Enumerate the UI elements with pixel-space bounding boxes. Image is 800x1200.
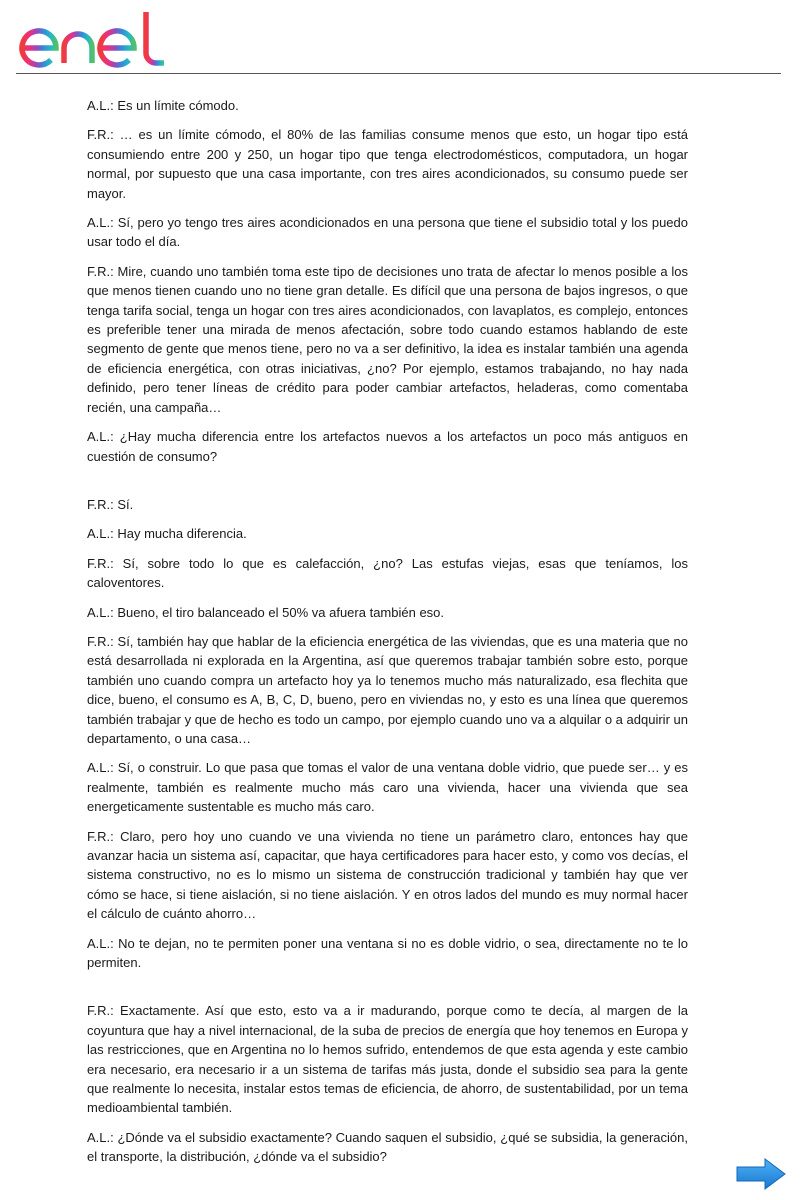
paragraph: A.L.: Sí, pero yo tengo tres aires acondicionados en una persona que tiene el subsidio total y los puedo usar todo el día. <box>87 215 688 250</box>
paragraph: F.R.: Claro, pero hoy uno cuando ve una vivienda no tiene un parámetro claro, entonces hay que avanzar hacia un sistema así, capacitar, que haya certificadores para hacer esto, y como vos decías, el sistema constructivo, no es lo mismo un sistema de construcción tradicional y también hay que ver cómo se hace, si tiene aislación, si no tiene aislación. Y en otros lados del mundo es muy normal hacer el cálculo de cuánto ahorro… <box>87 828 688 922</box>
paragraph: A.L.: Es un límite cómodo. <box>87 98 239 113</box>
enel-logo <box>18 8 170 68</box>
paragraph: A.L.: ¿Dónde va el subsidio exactamente? Cuando saquen el subsidio, ¿qué se subsidia, la generación, el transporte, la distribución, ¿dónde va el subsidio? <box>87 1129 688 1165</box>
paragraph: F.R.: Sí. <box>87 496 134 512</box>
transcript-body <box>87 96 688 1177</box>
paragraph: A.L.: Sí, o construir. Lo que pasa que tomas el valor de una ventana doble vidrio, que puede ser… y es realmente, también es realmente mucho más caro una vivienda, hacer una vivienda que sea energeticamente sustentable es mucho más caro. <box>87 760 688 815</box>
right-arrow-icon[interactable] <box>735 1157 787 1191</box>
paragraph: F.R.: Sí, sobre todo lo que es calefacción, ¿no? Las estufas viejas, esas que teníamos, los caloventores. <box>87 555 688 591</box>
paragraph: A.L.: Hay mucha diferencia. <box>87 526 247 542</box>
paragraph: A.L.: No te dejan, no te permiten poner una ventana si no es doble vidrio, o sea, directamente no te lo permiten. <box>87 935 688 971</box>
paragraph: F.R.: Exactamente. Así que esto, esto va a ir madurando, porque como te decía, al margen de la coyuntura que hay a nivel internacional, de la suba de precios de energía que hoy tenemos en Europa y las restricciones, que en Argentina no lo hemos sufrido, entendemos de que esta agenda y este cambio era necesario, era necesario ir a un sistema de tarifas más justa, donde el subsidio sea para la gente que realmente lo necesita, instalar estos temas de eficiencia, de ahorro, de sustentabilidad, por un tema medioambiental también. <box>87 1003 688 1116</box>
paragraph: A.L.: Bueno, el tiro balanceado el 50% va afuera también eso. <box>87 604 445 620</box>
paragraph: F.R.: Mire, cuando uno también toma este tipo de decisiones uno trata de afectar lo menos posible a los que menos tienen cuando uno no tiene gran detalle. Es difícil que una persona de bajos ingresos, o que tenga tarifa social, tenga un hogar con tres aires acondicionados, con lavaplatos, es complejo, entonces es preferible tener una mirada de menos afectación, sobre todo cuando estamos hablando de este segmento de gente que menos tiene, pero no va a ser definitivo, la idea es instalar también una agenda de eficiencia energética, con otras iniciativas, ¿no? Por ejemplo, estamos trabajando, no hay nada definido, pero tener líneas de crédito para poder cambiar artefactos, heladeras, como comentaba recién, una campaña… <box>87 263 688 415</box>
paragraph: A.L.: ¿Hay mucha diferencia entre los artefactos nuevos a los artefactos un poco más antiguos en cuestión de consumo? <box>87 429 688 464</box>
header-divider <box>16 73 781 74</box>
paragraph: F.R.: Sí, también hay que hablar de la eficiencia energética de las viviendas, que es una materia que no está desarrollada ni explorada en la Argentina, así que queremos trabajar también sobre esto, porque también uno cuando compra un artefacto hoy ya lo tenemos mucho más naturalizado, esa flechita que dice, bueno, el consumo es A, B, C, D, bueno, pero en viviendas no, y esto es una línea que queremos también trabajar y que de hecho es todo un campo, por ejemplo cuando uno va a alquilar o a adquirir un departamento, o una casa… <box>87 633 688 746</box>
paragraph: F.R.: … es un límite cómodo, el 80% de las familias consume menos que esto, un hogar tipo está consumiendo entre 200 y 250, un hogar tipo que tenga electrodomésticos, computadora, un hogar normal, por supuesto que una casa importante, con tres aires acondicionados, su consumo puede ser mayor. <box>87 127 688 201</box>
